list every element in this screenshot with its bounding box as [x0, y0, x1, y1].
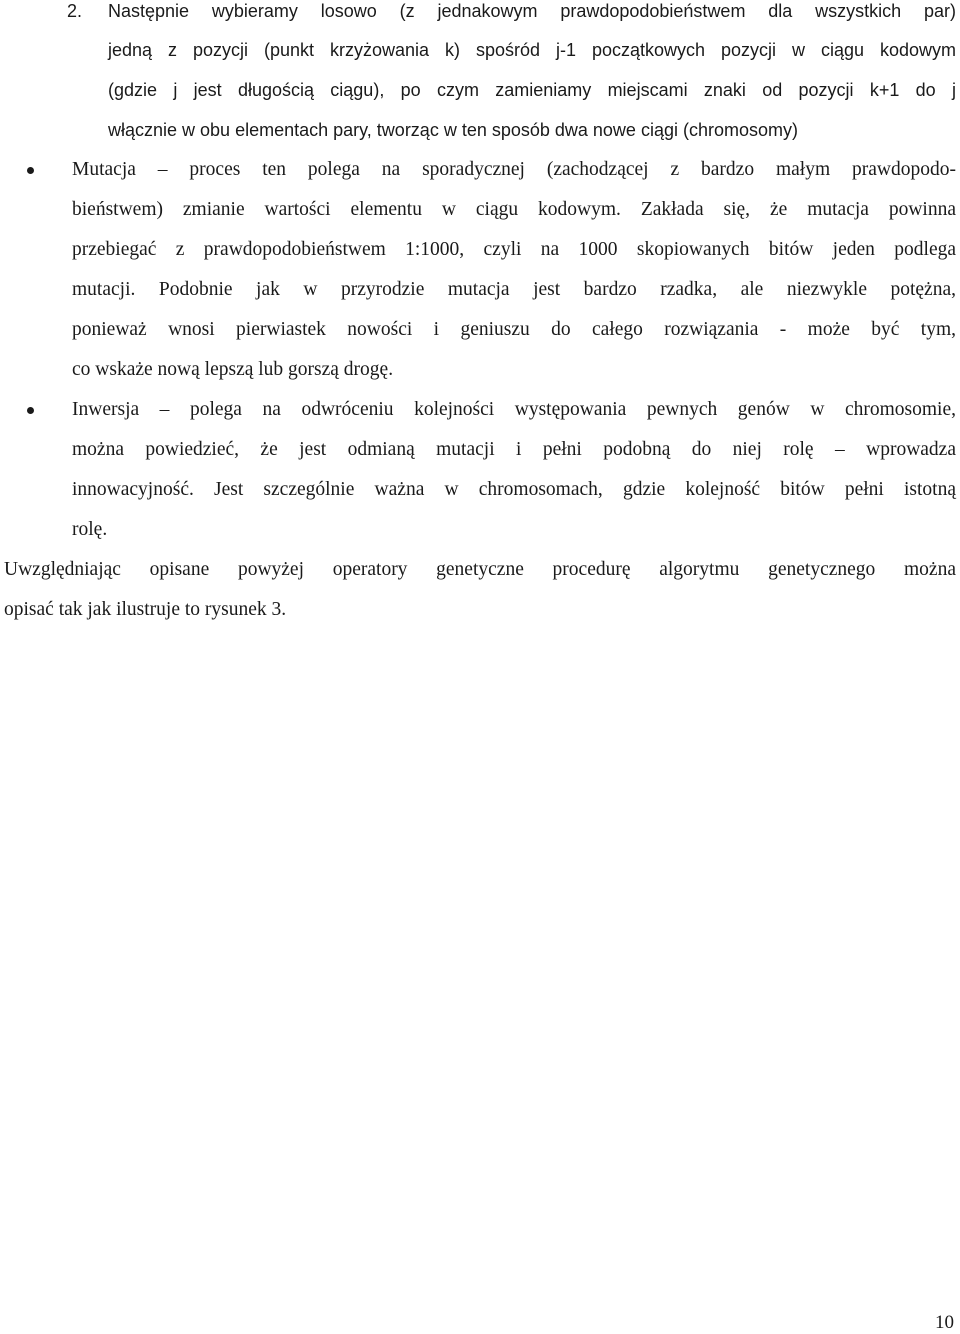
bullet-icon	[27, 407, 34, 414]
paragraph-line: przebiegać z prawdopodobieństwem 1:1000, czyli na 1000 skopiowanych bitów jeden podlega	[72, 239, 956, 260]
page-number: 10	[935, 1312, 954, 1333]
paragraph-line: co wskaże nową lepszą lub gorszą drogę.	[72, 359, 394, 380]
paragraph-line: innowacyjność. Jest szczególnie ważna w chromosomach, gdzie kolejność bitów pełni istotną	[72, 479, 956, 500]
paragraph-line: bieństwem) zmianie wartości elementu w ciągu kodowym. Zakłada się, że mutacja powinna	[72, 199, 956, 220]
paragraph-line: ponieważ wnosi pierwiastek nowości i geniuszu do całego rozwiązania - może być tym,	[72, 319, 956, 340]
list-number: 2.	[67, 1, 83, 21]
paragraph-line: można powiedzieć, że jest odmianą mutacji i pełni podobną do niej rolę – wprowadza	[72, 439, 956, 460]
paragraph-line: rolę.	[72, 519, 108, 540]
bullet-icon	[27, 167, 34, 174]
paragraph-line: opisać tak jak ilustruje to rysunek 3.	[4, 599, 287, 620]
paragraph-line: Inwersja – polega na odwróceniu kolejności występowania pewnych genów w chromosomie,	[72, 399, 956, 420]
paragraph-line: włącznie w obu elementach pary, tworząc w ten sposób dwa nowe ciągi (chromosomy)	[108, 120, 798, 140]
paragraph-line: Mutacja – proces ten polega na sporadycznej (zachodzącej z bardzo małym prawdopodo-	[72, 159, 956, 180]
paragraph-line: Uwzględniając opisane powyżej operatory genetyczne procedurę algorytmu genetycznego można	[4, 559, 956, 580]
paragraph-line: Następnie wybieramy losowo (z jednakowym prawdopodobieństwem dla wszystkich par)	[108, 1, 956, 21]
paragraph-line: jedną z pozycji (punkt krzyżowania k) spośród j-1 początkowych pozycji w ciągu kodowym	[108, 40, 956, 60]
paragraph-line: mutacji. Podobnie jak w przyrodzie mutacja jest bardzo rzadka, ale niezwykle potężna,	[72, 279, 956, 300]
paragraph-line: (gdzie j jest długością ciągu), po czym zamieniamy miejscami znaki od pozycji k+1 do j	[108, 80, 956, 100]
